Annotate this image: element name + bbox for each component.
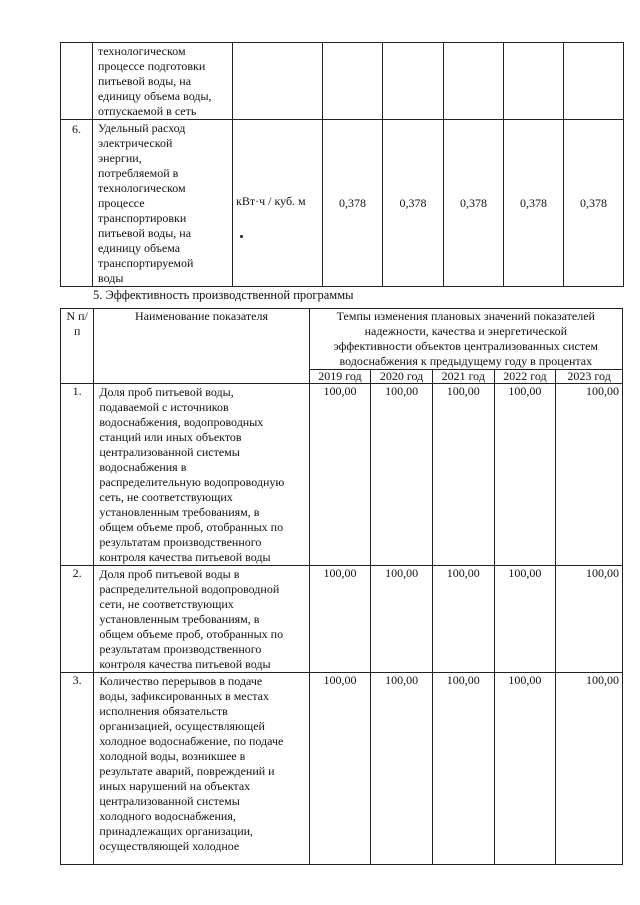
value-cell: 100,00: [432, 384, 494, 566]
indicator-name: Доля проб питьевой воды, подаваемой с источников водоснабжения, водопроводных станций или иных объектов централизованной системы водоснабжения в распределительную водопроводную сеть, не соответствующих установленным требованиям, в общем объеме проб, отобранных по результатам производственного контроля качества питьевой воды: [94, 384, 309, 566]
value-cell: [383, 43, 444, 120]
header-group: Темпы изменения плановых значений показателей надежности, качества и энергетической эффективности объектов централизованных систем водоснабжения к предыдущему году в процентах: [309, 309, 622, 370]
value-cell: 100,00: [371, 673, 433, 865]
year-header: 2020 год: [371, 370, 433, 384]
header-row: [61, 309, 623, 370]
value-cell: 100,00: [432, 566, 494, 673]
value-cell: 100,00: [494, 673, 556, 865]
value-cell: 0,378: [504, 120, 564, 287]
value-cell: 100,00: [432, 673, 494, 865]
row-number: [61, 43, 93, 120]
section-title: 5. Эффективность производственной программы: [93, 288, 354, 302]
row-number: 6.: [61, 120, 93, 287]
value-cell: 100,00: [371, 566, 433, 673]
unit-cell: [233, 43, 323, 120]
value-cell: 0,378: [564, 120, 624, 287]
value-cell: 0,378: [383, 120, 444, 287]
value-cell: 0,378: [323, 120, 383, 287]
efficiency-table: [60, 308, 623, 865]
value-cell: [323, 43, 383, 120]
year-header: 2022 год: [494, 370, 556, 384]
row-number: 1.: [61, 384, 94, 566]
value-cell: 100,00: [371, 384, 433, 566]
scan-dot: [240, 235, 243, 238]
row-number: 2.: [61, 566, 94, 673]
value-cell: 100,00: [556, 673, 623, 865]
indicator-name: Доля проб питьевой воды в распределительной водопроводной сети, не соответствующих установленным требованиям, в общем объеме проб, отобранных по результатам производственного контроля качества питьевой воды: [94, 566, 309, 673]
header-num: N п/п: [61, 309, 94, 384]
indicator-name: Удельный расход электрической энергии, потребляемой в технологическом процессе транспортировки питьевой воды, на единицу объема транспортируемой воды: [93, 120, 233, 287]
table-row: [61, 384, 623, 566]
year-header: 2023 год: [556, 370, 623, 384]
table-row: [61, 673, 623, 865]
year-header: 2019 год: [309, 370, 371, 384]
energy-indicators-table: [60, 42, 624, 287]
value-cell: 100,00: [556, 566, 623, 673]
table-row: [61, 120, 624, 287]
header-name: Наименование показателя: [94, 309, 309, 384]
value-cell: 100,00: [309, 384, 371, 566]
value-cell: [504, 43, 564, 120]
table-row: [61, 43, 624, 120]
year-header: 2021 год: [432, 370, 494, 384]
row-number: 3.: [61, 673, 94, 865]
value-cell: [444, 43, 504, 120]
table-row: [61, 566, 623, 673]
value-cell: 0,378: [444, 120, 504, 287]
unit-cell: кВт·ч / куб. м: [233, 120, 323, 287]
indicator-name: Количество перерывов в подаче воды, зафиксированных в местах исполнения обязательств организацией, осуществляющей холодное водоснабжение, по подаче холодной воды, возникшее в результате аварий, повреждений и иных нарушений на объектах централизованной системы холодного водоснабжения, принадлежащих организации, осуществляющей холодное: [94, 673, 309, 865]
value-cell: 100,00: [494, 566, 556, 673]
value-cell: 100,00: [556, 384, 623, 566]
value-cell: 100,00: [309, 673, 371, 865]
value-cell: [564, 43, 624, 120]
indicator-name: технологическом процессе подготовки питьевой воды, на единицу объема воды, отпускаемой в сеть: [93, 43, 233, 120]
value-cell: 100,00: [309, 566, 371, 673]
value-cell: 100,00: [494, 384, 556, 566]
